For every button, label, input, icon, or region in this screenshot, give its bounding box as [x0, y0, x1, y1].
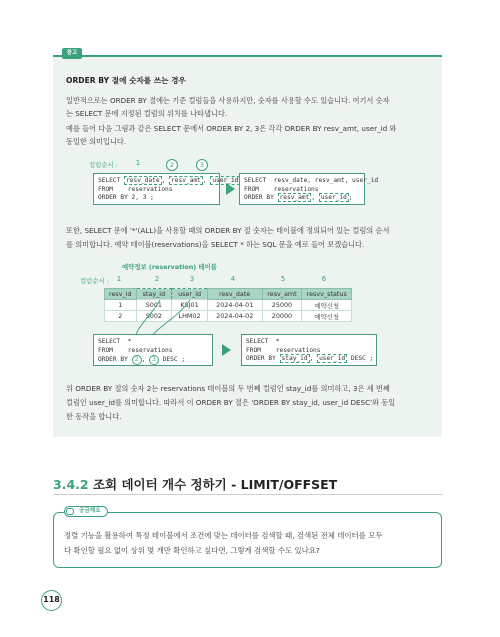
sql-line: FROM reservations	[98, 185, 173, 193]
sql-keyword: ORDER BY	[244, 194, 278, 201]
sql-column: user_id	[320, 194, 347, 201]
sql-column: resv_amt	[171, 177, 201, 184]
sql-column: resv_amt	[279, 194, 310, 201]
table-cell: 예약신청	[302, 311, 352, 322]
para1-line4: 동일한 의미입니다.	[66, 137, 127, 146]
table-cell: 2	[105, 311, 137, 322]
column-number: 4	[230, 275, 236, 283]
sql-box-right: SELECT resv_date, resv_amt, user_id FROM reservations ORDER BY resv_amt , user_id ;	[239, 173, 365, 205]
sql-box-left: SELECT resv_date , resv_amt , user_id FROM reservations ORDER BY 2, 3 ;	[93, 173, 220, 205]
column-order-circle: 2	[166, 159, 178, 171]
column-number: 6	[321, 275, 327, 283]
table-cell: 25000	[262, 300, 302, 311]
sql-column: stay_id	[281, 355, 308, 362]
sql-column: resv_date	[126, 177, 160, 184]
note-heading: ORDER BY 절에 숫자를 쓰는 경우	[66, 76, 186, 85]
table-cell: S001	[136, 300, 172, 311]
para3-line2: 컬럼인 user_id를 의미합니다. 따라서 이 ORDER BY 절은 'ORDER BY stay_id, user_id DESC'와 동일	[66, 398, 396, 407]
sql-column: user_id	[212, 177, 239, 184]
sql-line: FROM reservations	[246, 346, 321, 354]
para1-line2: 는 SELECT 문에 지정된 컬럼의 위치를 나타냅니다.	[66, 109, 228, 118]
note-tab: 참고	[62, 48, 82, 59]
para3-line1: 위 ORDER BY 절의 숫자 2는 reservations 테이블의 두 번째 컬럼인 stay_id를 의미하고, 3은 세 번째	[66, 384, 390, 393]
sql-end: DESC ;	[158, 356, 186, 363]
sql-box-right-2: SELECT * FROM reservations ORDER BY stay_id , user_id DESC ;	[241, 334, 377, 366]
section-title-text: 조회 데이터 개수 정하기 - LIMIT/OFFSET	[88, 477, 338, 492]
table-title: 예약정보 (reservation) 테이블	[122, 263, 217, 271]
column-order-label: 컬럼순서 :	[80, 277, 109, 285]
table-cell: KSJ01	[172, 300, 208, 311]
column-number: 3	[189, 275, 195, 283]
question-icon	[66, 508, 74, 515]
order-number-circle: 2	[132, 355, 142, 365]
sql-line: SELECT *	[246, 338, 280, 345]
table-cell: 예약신청	[302, 300, 352, 311]
para3-line3: 한 동작을 합니다.	[66, 412, 122, 421]
sql-end: DESC ;	[347, 355, 374, 362]
table-cell: S002	[136, 311, 172, 322]
sql-keyword: ORDER BY	[246, 355, 280, 362]
column-header: resv_date	[207, 289, 262, 300]
section-divider	[53, 494, 442, 495]
para1-line3: 예를 들어 다음 그림과 같은 SELECT 문에서 ORDER BY 2, 3은 각각 ORDER BY resv_amt, user_id 와	[66, 124, 397, 133]
sql-line: FROM reservations	[244, 185, 319, 193]
column-number: 5	[280, 275, 286, 283]
column-order-label: 컬럼순서 :	[89, 161, 118, 169]
page-number: 118	[41, 590, 62, 611]
section-number: 3.4.2	[53, 477, 89, 492]
sql-end: ;	[348, 194, 353, 201]
para2-line1: 또한, SELECT 문에 '*'(ALL)을 사용할 때의 ORDER BY 절 숫자는 테이블에 정의되어 있는 컬럼의 순서	[66, 226, 390, 235]
table-cell: LHM02	[172, 311, 208, 322]
table-cell: 2024-04-02	[207, 311, 262, 322]
column-number: 2	[154, 275, 160, 283]
sql-line: SELECT *	[98, 338, 132, 345]
para1-line1: 일반적으로는 ORDER BY 절에는 기준 컬럼들을 사용하지만, 숫자를 사용할 수도 있습니다. 여기서 숫자	[66, 96, 390, 105]
table-cell: 1	[105, 300, 137, 311]
sql-line: FROM reservations	[98, 346, 173, 354]
arrow-icon	[222, 344, 231, 356]
column-number: 1	[116, 275, 122, 283]
sql-line: SELECT resv_date, resv_amt, user_id	[244, 177, 379, 184]
sql-keyword: SELECT	[98, 177, 125, 184]
order-number-circle: 3	[149, 355, 159, 365]
sql-line: ORDER BY 2, 3 ;	[98, 194, 154, 201]
section-title	[53, 475, 337, 493]
column-header: stay_id	[136, 289, 172, 300]
table-cell: 20000	[262, 311, 302, 322]
question-line2: 다 확인할 필요 없이 상위 몇 개만 확인하고 싶다면, 그렇게 검색할 수도 있나요?	[64, 546, 320, 555]
column-order-number: 1	[135, 159, 141, 167]
question-badge: 궁금해요	[64, 506, 108, 517]
sql-keyword: ORDER BY	[98, 356, 132, 363]
para2-line2: 를 의미합니다. 예약 테이블(reservations)을 SELECT * 하는 SQL 문을 예로 들어 보겠습니다.	[66, 240, 365, 249]
column-order-circle: 3	[196, 159, 208, 171]
question-line1: 정렬 기능을 활용하여 특정 테이블에서 조건에 맞는 데이터를 검색할 때, 검색된 전체 데이터를 모두	[64, 531, 383, 540]
table-cell: 2024-04-01	[207, 300, 262, 311]
sql-box-left-2: SELECT * FROM reservations ORDER BY 2 , 3 DESC ;	[93, 334, 213, 366]
sql-column: user_id	[319, 355, 346, 362]
column-header: resv_id	[105, 289, 137, 300]
column-header: user_id	[172, 289, 208, 300]
column-header: resvv_status	[302, 289, 352, 300]
column-header: resv_amt	[262, 289, 302, 300]
